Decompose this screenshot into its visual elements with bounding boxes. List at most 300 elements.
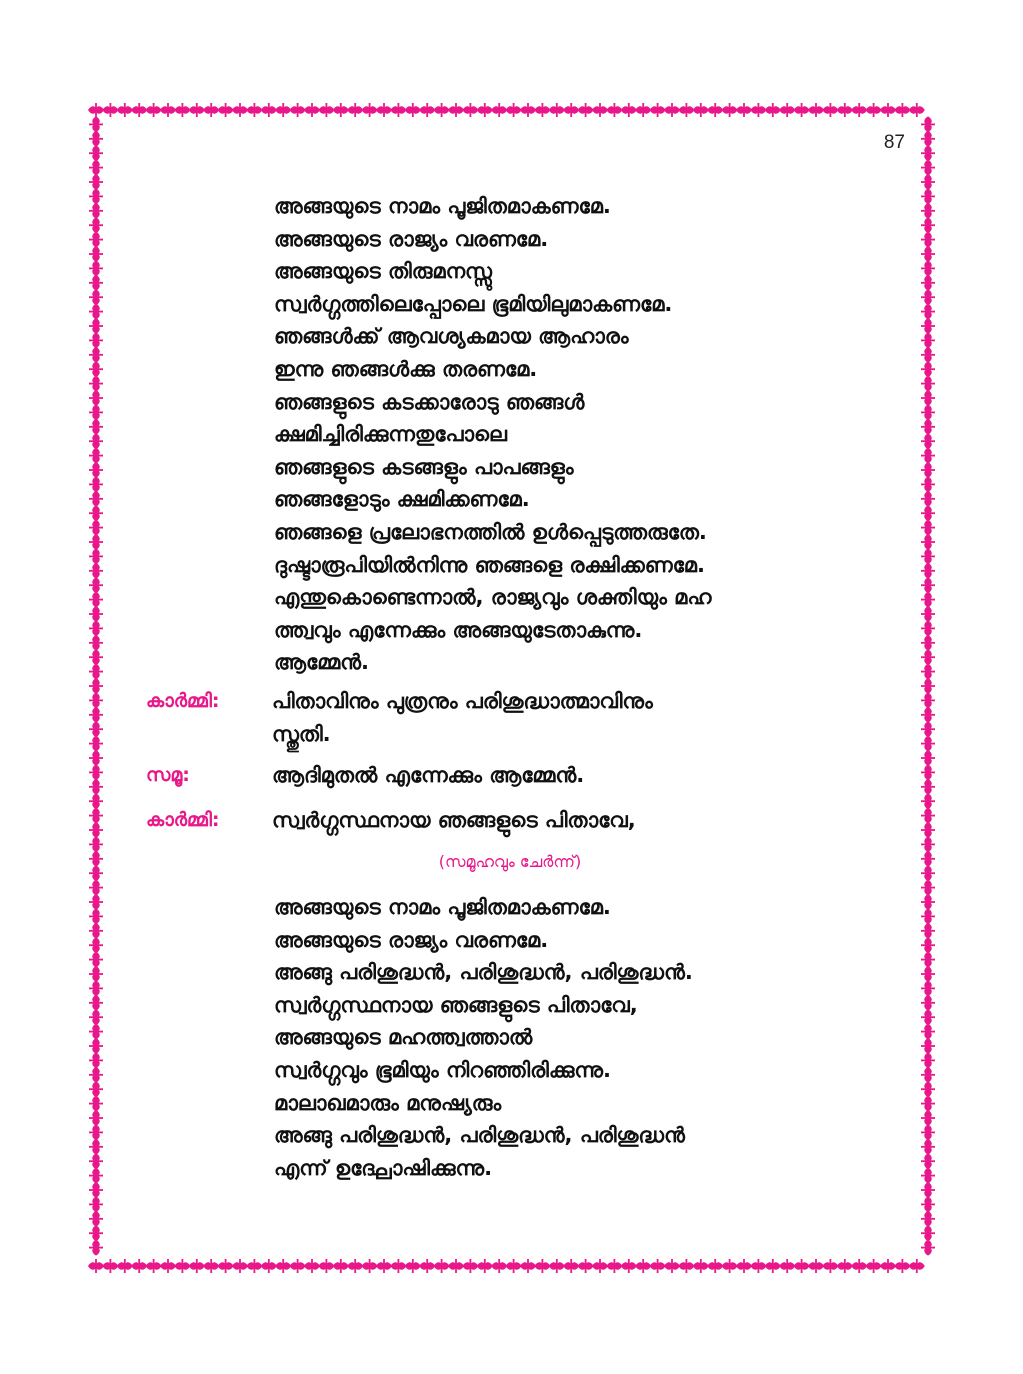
border-motif-bottom — [275, 1259, 291, 1273]
border-motif-top — [736, 103, 752, 117]
border-motif-right — [921, 1124, 935, 1140]
border-motif-bottom — [779, 1259, 795, 1273]
border-motif-top — [246, 103, 262, 117]
border-motif-top — [837, 103, 853, 117]
border-motif-left — [89, 764, 103, 780]
border-motif-right — [921, 160, 935, 176]
border-motif-left — [89, 649, 103, 665]
border-motif-bottom — [736, 1259, 752, 1273]
border-motif-left — [89, 548, 103, 564]
border-motif-left — [89, 347, 103, 363]
border-motif-right — [921, 116, 935, 132]
border-motif-bottom — [491, 1259, 507, 1273]
border-motif-left — [89, 620, 103, 636]
border-motif-right — [921, 822, 935, 838]
border-motif-bottom — [693, 1259, 709, 1273]
border-motif-bottom — [506, 1259, 522, 1273]
border-motif-bottom — [722, 1259, 738, 1273]
border-motif-right — [921, 188, 935, 204]
border-motif-left — [89, 808, 103, 824]
border-motif-left — [89, 937, 103, 953]
border-motif-bottom — [405, 1259, 421, 1273]
border-motif-left — [89, 332, 103, 348]
border-motif-left — [89, 1067, 103, 1083]
border-motif-right — [921, 390, 935, 406]
border-motif-right — [921, 1153, 935, 1169]
border-motif-right — [921, 736, 935, 752]
border-motif-top — [578, 103, 594, 117]
border-motif-right — [921, 678, 935, 694]
border-motif-left — [89, 995, 103, 1011]
border-motif-right — [921, 505, 935, 521]
border-motif-bottom — [203, 1259, 219, 1273]
border-motif-right — [921, 232, 935, 248]
border-motif-top — [304, 103, 320, 117]
border-motif-bottom — [174, 1259, 190, 1273]
border-motif-top — [419, 103, 435, 117]
border-motif-top — [592, 103, 608, 117]
border-motif-left — [89, 145, 103, 161]
border-motif-bottom — [765, 1259, 781, 1273]
verse-line: അങ്ങു പരിശുദ്ധൻ, പരിശുദ്ധൻ, പരിശുദ്ധൻ. — [274, 960, 693, 985]
border-motif-right — [921, 635, 935, 651]
border-motif-bottom — [448, 1259, 464, 1273]
border-motif-bottom — [808, 1259, 824, 1273]
border-motif-top — [318, 103, 334, 117]
verse-line: ഞങ്ങളുടെ കടങ്ങളും പാപങ്ങളും — [274, 454, 574, 479]
border-motif-left — [89, 1182, 103, 1198]
verse-line: അങ്ങയുടെ തിരുമനസ്സു — [274, 259, 492, 284]
border-motif-right — [921, 520, 935, 536]
border-motif-top — [520, 103, 536, 117]
border-motif-left — [89, 1096, 103, 1112]
border-motif-right — [921, 664, 935, 680]
border-motif-top — [102, 103, 118, 117]
border-motif-right — [921, 347, 935, 363]
border-motif-top — [664, 103, 680, 117]
border-motif-top — [606, 103, 622, 117]
border-motif-left — [89, 188, 103, 204]
border-motif-top — [160, 103, 176, 117]
border-motif-top — [779, 103, 795, 117]
border-motif-left — [89, 419, 103, 435]
border-motif-bottom — [246, 1259, 262, 1273]
border-motif-left — [89, 678, 103, 694]
border-motif-bottom — [707, 1259, 723, 1273]
border-motif-left — [89, 692, 103, 708]
border-motif-right — [921, 361, 935, 377]
border-motif-left — [89, 318, 103, 334]
border-motif-right — [921, 721, 935, 737]
border-motif-left — [89, 1240, 103, 1256]
border-motif-right — [921, 1211, 935, 1227]
border-motif-left — [89, 563, 103, 579]
border-motif-bottom — [189, 1259, 205, 1273]
border-motif-top — [894, 103, 910, 117]
border-motif-top — [261, 103, 277, 117]
border-motif-left — [89, 433, 103, 449]
verse-line: അങ്ങയുടെ രാജ്യം വരണമേ. — [274, 226, 549, 251]
border-motif-top — [189, 103, 205, 117]
border-motif-right — [921, 1182, 935, 1198]
border-motif-left — [89, 289, 103, 305]
border-motif-left — [89, 404, 103, 420]
border-motif-bottom — [520, 1259, 536, 1273]
border-motif-right — [921, 246, 935, 262]
rubric-instruction: (സമൂഹവും ചേർന്ന്) — [438, 852, 582, 871]
border-motif-right — [921, 1038, 935, 1054]
border-motif-bottom — [117, 1259, 133, 1273]
verse-line: ഞങ്ങൾക്ക് ആവശ്യകമായ ആഹാരം — [274, 324, 629, 349]
prayer-verse-block-1 — [274, 190, 894, 679]
border-motif-left — [89, 1052, 103, 1068]
border-motif-left — [89, 217, 103, 233]
border-motif-left — [89, 577, 103, 593]
verse-line: ഇന്നു ഞങ്ങൾക്കു തരണമേ. — [274, 356, 538, 381]
border-motif-right — [921, 649, 935, 665]
border-motif-left — [89, 1009, 103, 1025]
border-motif-right — [921, 793, 935, 809]
border-motif-top — [333, 103, 349, 117]
border-motif-right — [921, 174, 935, 190]
border-motif-right — [921, 980, 935, 996]
verse-line: അങ്ങയുടെ മഹത്ത്വത്താൽ — [274, 1025, 533, 1050]
border-motif-bottom — [664, 1259, 680, 1273]
border-motif-right — [921, 462, 935, 478]
border-motif-bottom — [851, 1259, 867, 1273]
border-motif-bottom — [635, 1259, 651, 1273]
verse-line: അങ്ങയുടെ രാജ്യം വരണമേ. — [274, 927, 549, 952]
border-motif-left — [89, 894, 103, 910]
verse-line: സ്വർഗ്ഗസ്ഥനായ ഞങ്ങളുടെ പിതാവേ, — [274, 992, 638, 1017]
border-motif-bottom — [837, 1259, 853, 1273]
verse-line: ത്ത്വവും എന്നേക്കും അങ്ങയുടേതാകുന്നു. — [274, 617, 643, 642]
border-motif-top — [434, 103, 450, 117]
border-motif-bottom — [290, 1259, 306, 1273]
border-motif-bottom — [462, 1259, 478, 1273]
border-motif-right — [921, 1081, 935, 1097]
border-motif-right — [921, 217, 935, 233]
border-motif-right — [921, 548, 935, 564]
border-motif-left — [89, 131, 103, 147]
border-motif-top — [88, 103, 104, 117]
border-motif-left — [89, 822, 103, 838]
border-motif-top — [563, 103, 579, 117]
border-motif-bottom — [419, 1259, 435, 1273]
border-motif-right — [921, 491, 935, 507]
border-motif-top — [477, 103, 493, 117]
border-motif-top — [808, 103, 824, 117]
border-motif-top — [765, 103, 781, 117]
border-motif-right — [921, 260, 935, 276]
border-motif-top — [390, 103, 406, 117]
border-motif-bottom — [822, 1259, 838, 1273]
speech-line: സ്തുതി. — [272, 721, 331, 746]
border-motif-left — [89, 534, 103, 550]
border-motif-right — [921, 145, 935, 161]
border-motif-right — [921, 203, 935, 219]
border-motif-left — [89, 1168, 103, 1184]
verse-line: ദുഷ്ടാരൂപിയിൽനിന്നു ഞങ്ങളെ രക്ഷിക്കണമേ. — [274, 552, 705, 577]
border-motif-top — [750, 103, 766, 117]
border-motif-left — [89, 462, 103, 478]
border-motif-right — [921, 419, 935, 435]
border-motif-right — [921, 707, 935, 723]
border-motif-right — [921, 131, 935, 147]
border-motif-bottom — [592, 1259, 608, 1273]
border-motif-bottom — [578, 1259, 594, 1273]
verse-line: ഞങ്ങളുടെ കടക്കാരോടു ഞങ്ങൾ — [274, 389, 585, 414]
border-motif-top — [218, 103, 234, 117]
border-motif-right — [921, 1009, 935, 1025]
border-motif-left — [89, 246, 103, 262]
border-motif-right — [921, 851, 935, 867]
border-motif-top — [462, 103, 478, 117]
border-motif-top — [650, 103, 666, 117]
border-motif-bottom — [866, 1259, 882, 1273]
border-motif-left — [89, 1211, 103, 1227]
border-motif-right — [921, 318, 935, 334]
verse-line: ഞങ്ങളെ പ്രലോഭനത്തിൽ ഉൾപ്പെടുത്തരുതേ. — [274, 519, 707, 544]
border-motif-left — [89, 1038, 103, 1054]
border-motif-left — [89, 1024, 103, 1040]
border-motif-top — [347, 103, 363, 117]
border-motif-right — [921, 376, 935, 392]
border-motif-left — [89, 865, 103, 881]
border-motif-bottom — [909, 1259, 925, 1273]
border-motif-left — [89, 232, 103, 248]
border-motif-left — [89, 1139, 103, 1155]
border-motif-right — [921, 880, 935, 896]
border-motif-right — [921, 448, 935, 464]
border-motif-bottom — [102, 1259, 118, 1273]
border-motif-top — [117, 103, 133, 117]
border-motif-right — [921, 1196, 935, 1212]
border-motif-bottom — [678, 1259, 694, 1273]
border-motif-right — [921, 923, 935, 939]
border-motif-left — [89, 160, 103, 176]
border-motif-left — [89, 1110, 103, 1126]
speech-line: പിതാവിനും പുത്രനും പരിശുദ്ധാത്മാവിനും — [272, 689, 653, 713]
border-motif-left — [89, 203, 103, 219]
speech-text — [272, 685, 653, 750]
border-motif-left — [89, 304, 103, 320]
border-motif-right — [921, 606, 935, 622]
border-motif-right — [921, 433, 935, 449]
border-motif-top — [693, 103, 709, 117]
border-motif-bottom — [347, 1259, 363, 1273]
border-motif-left — [89, 592, 103, 608]
border-motif-right — [921, 692, 935, 708]
border-motif-left — [89, 606, 103, 622]
border-motif-top — [635, 103, 651, 117]
speech-text — [272, 759, 584, 792]
border-motif-bottom — [549, 1259, 565, 1273]
border-motif-right — [921, 1110, 935, 1126]
border-motif-bottom — [218, 1259, 234, 1273]
border-motif-bottom — [376, 1259, 392, 1273]
border-motif-left — [89, 448, 103, 464]
border-motif-bottom — [880, 1259, 896, 1273]
border-motif-right — [921, 1240, 935, 1256]
border-motif-right — [921, 1225, 935, 1241]
border-motif-top — [534, 103, 550, 117]
border-motif-left — [89, 1225, 103, 1241]
border-motif-left — [89, 779, 103, 795]
border-motif-bottom — [563, 1259, 579, 1273]
border-motif-right — [921, 534, 935, 550]
border-motif-top — [275, 103, 291, 117]
border-motif-top — [146, 103, 162, 117]
border-motif-top — [448, 103, 464, 117]
border-motif-right — [921, 1052, 935, 1068]
border-motif-left — [89, 491, 103, 507]
verse-line: അങ്ങയുടെ നാമം പൂജിതമാകണമേ. — [274, 895, 611, 919]
border-motif-left — [89, 836, 103, 852]
border-motif-top — [491, 103, 507, 117]
border-motif-bottom — [534, 1259, 550, 1273]
border-motif-left — [89, 908, 103, 924]
verse-line: അങ്ങയുടെ നാമം പൂജിതമാകണമേ. — [274, 194, 611, 218]
border-motif-right — [921, 563, 935, 579]
border-motif-left — [89, 390, 103, 406]
border-motif-top — [880, 103, 896, 117]
border-motif-bottom — [160, 1259, 176, 1273]
border-motif-right — [921, 1067, 935, 1083]
border-motif-top — [232, 103, 248, 117]
border-motif-bottom — [750, 1259, 766, 1273]
border-motif-left — [89, 736, 103, 752]
border-motif-right — [921, 836, 935, 852]
border-motif-top — [678, 103, 694, 117]
border-motif-top — [174, 103, 190, 117]
border-motif-right — [921, 304, 935, 320]
border-motif-top — [405, 103, 421, 117]
verse-line: എന്ന് ഉദ്ഘോഷിക്കുന്നു. — [274, 1155, 493, 1180]
verse-line: മാലാഖമാരും മനുഷ്യരും — [274, 1090, 502, 1115]
verse-line: ഞങ്ങളോടും ക്ഷമിക്കണമേ. — [274, 487, 530, 512]
border-motif-left — [89, 1196, 103, 1212]
border-motif-left — [89, 260, 103, 276]
border-motif-top — [909, 103, 925, 117]
border-motif-right — [921, 937, 935, 953]
border-motif-bottom — [362, 1259, 378, 1273]
border-motif-right — [921, 952, 935, 968]
border-motif-left — [89, 1081, 103, 1097]
verse-line: സ്വർഗ്ഗത്തിലെപ്പോലെ ഭൂമിയിലുമാകണമേ. — [274, 291, 673, 316]
border-motif-top — [794, 103, 810, 117]
border-motif-left — [89, 476, 103, 492]
border-motif-top — [506, 103, 522, 117]
border-motif-left — [89, 1153, 103, 1169]
border-motif-right — [921, 476, 935, 492]
border-motif-left — [89, 635, 103, 651]
border-motif-left — [89, 966, 103, 982]
prayer-verse-block-2 — [274, 891, 894, 1184]
border-motif-right — [921, 966, 935, 982]
border-motif-right — [921, 275, 935, 291]
speech-line: സ്വർഗ്ഗസ്ഥനായ ഞങ്ങളുടെ പിതാവേ, — [272, 808, 636, 832]
border-motif-left — [89, 361, 103, 377]
border-motif-left — [89, 1124, 103, 1140]
border-motif-top — [203, 103, 219, 117]
border-motif-right — [921, 1096, 935, 1112]
border-motif-right — [921, 404, 935, 420]
border-motif-top — [866, 103, 882, 117]
border-motif-left — [89, 520, 103, 536]
border-motif-top — [851, 103, 867, 117]
border-motif-left — [89, 952, 103, 968]
border-motif-top — [290, 103, 306, 117]
border-motif-left — [89, 174, 103, 190]
border-motif-bottom — [621, 1259, 637, 1273]
border-motif-left — [89, 707, 103, 723]
border-motif-bottom — [434, 1259, 450, 1273]
border-motif-bottom — [390, 1259, 406, 1273]
speech-text — [272, 804, 636, 837]
border-motif-top — [549, 103, 565, 117]
border-motif-bottom — [477, 1259, 493, 1273]
border-motif-left — [89, 793, 103, 809]
border-motif-right — [921, 620, 935, 636]
border-motif-top — [722, 103, 738, 117]
border-motif-top — [131, 103, 147, 117]
border-motif-bottom — [232, 1259, 248, 1273]
border-motif-right — [921, 332, 935, 348]
verse-line: ആമ്മേൻ. — [274, 650, 370, 675]
border-motif-right — [921, 764, 935, 780]
border-motif-left — [89, 750, 103, 766]
border-motif-top — [362, 103, 378, 117]
border-motif-bottom — [333, 1259, 349, 1273]
border-motif-bottom — [318, 1259, 334, 1273]
border-motif-left — [89, 851, 103, 867]
speech-line: ആദിമുതൽ എന്നേക്കും ആമ്മേൻ. — [272, 763, 585, 787]
border-motif-right — [921, 995, 935, 1011]
border-motif-right — [921, 779, 935, 795]
border-motif-right — [921, 577, 935, 593]
border-motif-left — [89, 980, 103, 996]
border-motif-right — [921, 1139, 935, 1155]
border-motif-right — [921, 1024, 935, 1040]
page-number: 87 — [883, 132, 905, 153]
border-motif-left — [89, 664, 103, 680]
border-motif-top — [707, 103, 723, 117]
border-motif-right — [921, 808, 935, 824]
verse-line: എന്തുകൊണ്ടെന്നാൽ, രാജ്യവും ശക്തിയും മഹ — [274, 585, 712, 610]
verse-line: അങ്ങു പരിശുദ്ധൻ, പരിശുദ്ധൻ, പരിശുദ്ധൻ — [274, 1123, 685, 1148]
border-motif-right — [921, 289, 935, 305]
border-motif-bottom — [650, 1259, 666, 1273]
verse-line: സ്വർഗ്ഗവും ഭൂമിയും നിറഞ്ഞിരിക്കുന്നു. — [274, 1057, 611, 1082]
border-motif-bottom — [894, 1259, 910, 1273]
border-motif-bottom — [794, 1259, 810, 1273]
border-motif-right — [921, 894, 935, 910]
border-motif-bottom — [88, 1259, 104, 1273]
border-motif-bottom — [261, 1259, 277, 1273]
border-motif-bottom — [304, 1259, 320, 1273]
border-motif-left — [89, 376, 103, 392]
border-motif-right — [921, 750, 935, 766]
border-motif-right — [921, 865, 935, 881]
border-motif-left — [89, 116, 103, 132]
speaker-label: കാർമ്മി: — [146, 690, 220, 712]
border-motif-left — [89, 721, 103, 737]
border-motif-left — [89, 505, 103, 521]
border-motif-left — [89, 923, 103, 939]
border-motif-bottom — [146, 1259, 162, 1273]
border-motif-left — [89, 275, 103, 291]
